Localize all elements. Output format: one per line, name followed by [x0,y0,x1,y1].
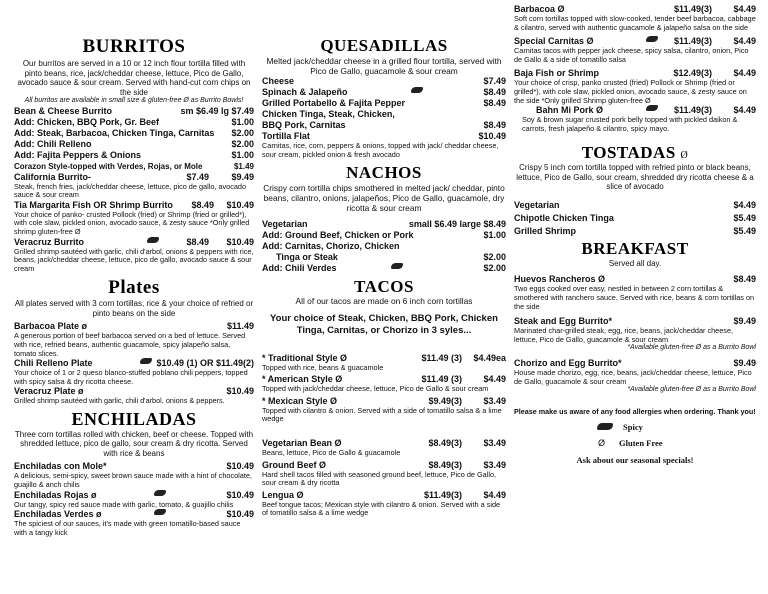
nachos-title: NACHOS [346,163,422,183]
enchilada-desc: Our tangy, spicy red sauce made with garlic, tomato, & guajillo chilis [14,499,234,509]
plate-desc: Your choice of 1 or 2 queso blanco-stuffed poblano chili peppers, topped with spicy salsa & dry ricotta cheese. [14,368,248,386]
breakfast-title: BREAKFAST [581,238,689,258]
legend-spicy: Spicy [514,422,756,432]
enchiladas-title: ENCHILADAS [71,408,197,429]
nachos-veg-row: Vegetarian small $6.49 large $8.49 [262,219,506,230]
tia-row: Tia Margarita Fish OR Shrimp Burrito $8.49 $10.49 [14,199,254,210]
allergy-notice: Please make us aware of any food allergies when ordering. Thank you! [514,406,756,416]
plate-desc: Grilled shrimp sautéed with garlic, chili d'arbol, onions & peppers. [14,396,225,406]
spicy-pepper-icon [154,509,166,515]
tostada-row: Chipotle Chicken Tinga $5.49 [514,212,756,223]
middle-column [262,0,506,518]
tacos-title: TACOS [354,277,414,297]
bean-cheese-price: sm $6.49 lg $7.49 [180,105,254,116]
special-taco-desc: Carnitas tacos with pepper jack cheese, spicy salsa, cilantro, onion, Pico de Gallo & a side of tomatillo salsa [514,46,749,64]
veracruz-burrito-desc: Grilled shrimp sautéed with garlic, chili d'arbol, onions & peppers with rice, beans, jack/cheddar cheese, lettuce, pico de gallo, avocado sauce & sour cream [14,246,254,273]
quesadilla-row: Grilled Portabello & Fajita Pepper $8.49 [262,98,506,108]
nachos-add-row: Tinga or Steak $2.00 [276,252,506,263]
seasonal-specials: Ask about our seasonal specials! [576,454,694,465]
breakfast-desc: House made chorizo, egg, rice, beans, jack/cheddar cheese, lettuce, Pico de Gallo, guacamole & sour cream [514,367,752,386]
plate-row: Veracruz Plate ø $10.49 [14,386,254,397]
burrito-add-row: Add: Chicken, BBQ Pork, Gr. Beef $1.00 [14,116,254,127]
special-taco-desc: Soy & brown sugar crusted pork belly topped with pickled daikon & carrots, fresh jalapeño & cilantro, spicy mayo. [522,115,738,133]
breakfast-row: Steak and Egg Burrito* $9.49 [514,316,756,327]
taco-row: * Traditional Style Ø $11.49 (3) $4.49ea [262,352,506,363]
veracruz-burrito-row: Veracruz Burrito $8.49 $10.49 [14,236,254,247]
burritos-title: BURRITOS [82,36,186,57]
california-row: California Burrito- $7.49 $9.49 [14,171,254,182]
spicy-pepper-icon [391,263,403,269]
spicy-pepper-icon [140,358,152,364]
enchilada-row: Enchiladas Rojas ø $10.49 [14,489,254,500]
spicy-pepper-icon [411,87,423,93]
enchilada-desc: A delicious, semi-spicy, sweet brown sauce made with a hint of chocolate, guajillo & anch chilis [14,471,252,489]
burrito-add-row: Add: Fajita Peppers & Onions $1.00 [14,149,254,160]
taco-row: Vegetarian Bean Ø $8.49(3) $3.49 [262,438,506,449]
quesadilla-row: Tortilla Flat $10.49 [262,131,506,141]
burritos-note: All burritos are available in small size & gluten-free Ø as Burrito Bowls! [24,97,244,104]
plate-row: Chili Relleno Plate $10.49 (1) OR $11.49(2) [14,358,254,369]
tia-desc: Your choice of panko- crusted Pollock (fried) or Shrimp (fried or grilled*), with cole slaw, pickled onion, avocado sauce, & zesty sauce *Only grilled shrimp gluten-free Ø [14,209,250,236]
taco-desc: Topped with jack/cheddar cheese, lettuce, Pico de Gallo & sour cream [262,384,489,394]
spicy-pepper-icon [646,36,658,42]
taco-row: * Mexican Style Ø $9.49(3) $3.49 [262,395,506,406]
taco-desc: Hard shell tacos filled with seasoned ground beef, lettuce, Pico de Gallo, sour cream & dry ricotta [262,469,497,488]
gluten-free-icon: Ø [598,437,606,448]
breakfast-desc: Two eggs cooked over easy, nestled in between 2 corn tortillas & smothered with ranchero sauce. Served with rice, beans & corn tortillas on the side [514,284,755,311]
nachos-intro: Crispy corn tortilla chips smothered in melted jack/ cheddar, pinto beans, cilantro, onions, jalapeños, Pico de Gallo, guacamole, dry ricotta & sour cream [263,183,505,214]
burritos-intro: Our burritos are served in a 10 or 12 inch flour tortilla filled with pinto beans, rice, jack/cheddar cheese, lettuce, Pico de Gallo, avocado sauce & sour cream. Served with hand-cut corn chips on the side [17,59,251,97]
plates-intro: All plates served with 3 corn tortillas, rice & your choice of refried or pinto beans on the side [14,299,254,318]
burrito-add-row: Corazon Style-topped with Verdes, Rojas, or Mole $1.49 [14,161,254,171]
tostada-row: Grilled Shrimp $5.49 [514,225,756,236]
plates-title: Plates [108,277,160,299]
right-column [514,0,756,465]
breakfast-row: Huevos Rancheros Ø $8.49 [514,274,756,285]
nachos-add-row: Add: Chili Verdes $2.00 [262,263,506,274]
plate-row: Barbacoa Plate ø $11.49 [14,321,254,332]
left-column [14,0,254,537]
spicy-pepper-icon [646,105,658,111]
burrito-add-row: Add: Steak, Barbacoa, Chicken Tinga, Carnitas $2.00 [14,127,254,138]
special-taco-row: Special Carnitas Ø $11.49(3) $4.49 [514,36,756,47]
breakfast-row: Chorizo and Egg Burrito* $9.49 [514,357,756,368]
taco-desc: Beans, lettuce, Pico de Gallo & guacamole [262,448,401,458]
tostada-row: Vegetarian $4.49 [514,199,756,210]
breakfast-desc: Marinated char-grilled steak, egg, rice, beans, jack/cheddar cheese, lettuce, Pico de Gallo, guacamole & sour cream [514,326,734,344]
tortilla-flat-desc: Carnitas, rice, corn, peppers & onions, topped with jack/ cheddar cheese, sour cream, pickled onion & fresh avocado [262,141,499,159]
enchilada-row: Enchiladas con Mole* $10.49 [14,461,254,472]
bean-cheese-row [14,106,254,117]
spicy-pepper-icon [154,490,166,496]
special-taco-desc: Soft corn tortillas topped with slow-cooked, tender beef barbacoa, cabbage & cilantro, served with authentic guacamole & jalapeño salsa on the side [514,14,756,32]
spicy-pepper-icon [597,423,613,430]
taco-row: * American Style Ø $11.49 (3) $4.49 [262,374,506,385]
spicy-pepper-icon [147,237,159,243]
legend-gluten-free: Ø Gluten Free [598,437,663,448]
taco-desc: Topped with rice, beans & guacamole [262,362,384,372]
bean-cheese-name: Bean & Cheese Burrito [14,105,113,116]
quesadilla-row: BBQ Pork, Carnitas $8.49 [262,120,506,130]
nachos-add-row: Add: Ground Beef, Chicken or Pork $1.00 [262,230,506,241]
burrito-add-row: Add: Chili Relleno $2.00 [14,138,254,149]
quesadilla-row: Chicken Tinga, Steak, Chicken, [262,109,395,119]
plate-desc: A generous portion of beef barbacoa served on a bed of lettuce. Served with rice, refried beans, authentic guacamole, spicy jalapeño salsa, tomato slices. [14,331,246,358]
tostadas-title: TOSTADAS Ø [581,143,689,163]
california-desc: Steak, french fries, jack/cheddar cheese, lettuce, pico de gallo, avocado sauce & sour cream [14,181,247,200]
enchilada-desc: The spiciest of our sauces, it's made with green tomatillo-based sauce with a tangy kick [14,519,241,537]
tostadas-intro: Crispy 5 inch corn tortilla topped with refried pinto or black beans, lettuce, Pico de Gallo, sour cream, shredded dry ricotta cheese & a slice of avocado [516,163,754,192]
breakfast-note: *Available gluten-free Ø as a Burrito Bowl [627,386,756,394]
breakfast-served: Served all day. [608,258,662,268]
special-taco-row: Bahn Mi Pork Ø $11.49(3) $4.49 [536,105,756,116]
special-taco-desc: Your choice of crisp, panko crusted (fried) Pollock or Shrimp (fried or grilled*), with cole slaw, pickled onion, avocado sauce, & zesty sauce on the side *Only grilled Shrimp gluten-free Ø [514,78,747,105]
quesadilla-row: Spinach & Jalapeño $8.49 [262,87,506,97]
special-taco-row: Barbacoa Ø $11.49(3) $4.49 [514,4,756,14]
taco-desc: Beef tongue tacos; Mexican style with cilantro & onion. Served with a side of tomatillo salsa & a lime wedge [262,499,501,518]
gluten-free-mark: Ø [680,150,689,162]
tacos-choice: Your choice of Steak, Chicken, BBQ Pork, Chicken Tinga, Carnitas, or Chorizo in 3 syles... [270,312,498,336]
quesadilla-row: Cheese $7.49 [262,76,506,86]
quesadillas-title: QUESADILLAS [320,36,448,55]
enchiladas-intro: Three corn tortillas rolled with chicken, beef or cheese. Topped with shredded lettuce, pico de gallo, sour cream & dry ricotta. Served with rice & beans [14,429,254,458]
breakfast-note: *Available gluten-free Ø as a Burrito Bowl [627,344,756,352]
quesadillas-intro: Melted jack/cheddar cheese in a grilled flour tortilla, served with Pico de Gallo, guacamole & sour cream [266,56,502,76]
nachos-add-row: Add: Carnitas, Chorizo, Chicken [262,241,400,252]
taco-desc: Topped with cilantro & onion. Served with a side of tomatillo salsa & a lime wedge [262,405,502,424]
tacos-intro: All of our tacos are made on 6 inch corn tortillas [295,296,473,307]
taco-row: Ground Beef Ø $8.49(3) $3.49 [262,459,506,470]
taco-row: Lengua Ø $11.49(3) $4.49 [262,489,506,500]
special-taco-row: Baja Fish or Shrimp $12.49(3) $4.49 [514,68,756,79]
enchilada-row: Enchiladas Verdes ø $10.49 [14,509,254,520]
